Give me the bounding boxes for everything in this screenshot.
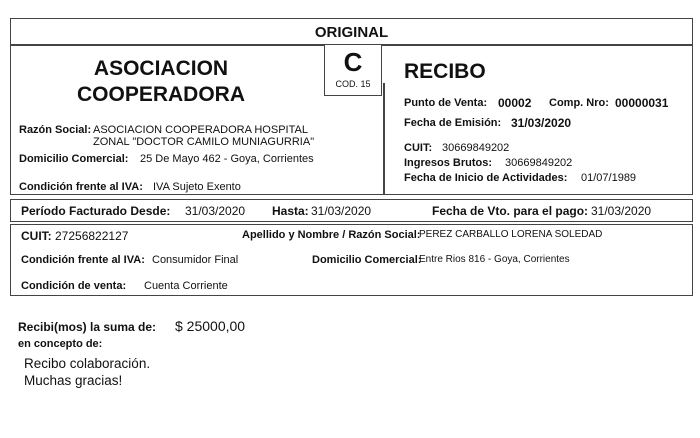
domicilio-value: 25 De Mayo 462 - Goya, Corrientes — [140, 153, 314, 165]
issuer-name-line2: COOPERADORA — [76, 83, 245, 106]
punto-venta-value: 00002 — [498, 96, 532, 110]
ingresos-label: Ingresos Brutos: — [404, 157, 493, 169]
doc-type-box — [324, 44, 382, 96]
client-domicilio-label: Domicilio Comercial: — [312, 254, 422, 266]
doc-type-letter: C — [343, 46, 363, 77]
venta-label: Condición de venta: — [21, 280, 127, 292]
period-section — [10, 199, 693, 222]
concepto-line1: Recibo colaboración. — [24, 356, 151, 371]
fecha-emision-value: 31/03/2020 — [511, 116, 572, 130]
fecha-emision-label: Fecha de Emisión: — [404, 117, 502, 129]
client-iva-value: Consumidor Final — [152, 254, 239, 266]
hasta-label: Hasta: — [272, 204, 309, 218]
domicilio-label: Domicilio Comercial: — [19, 153, 129, 165]
comp-nro-label: Comp. Nro: — [549, 97, 609, 109]
inicio-label: Fecha de Inicio de Actividades: — [404, 172, 568, 184]
issuer-name-line1: ASOCIACION — [93, 57, 229, 80]
receipt-cuit-label: CUIT: — [404, 142, 433, 154]
razon-social-label: Razón Social: — [19, 124, 92, 136]
venta-value: Cuenta Corriente — [144, 280, 228, 292]
vto-value: 31/03/2020 — [591, 204, 652, 218]
periodo-desde-label: Período Facturado Desde: — [21, 204, 171, 218]
suma-label: Recibi(mos) la suma de: — [18, 320, 157, 334]
periodo-desde-value: 31/03/2020 — [185, 204, 246, 218]
original-banner — [10, 18, 693, 46]
suma-value: $ 25000,00 — [175, 318, 246, 334]
client-nombre-label: Apellido y Nombre / Razón Social: — [242, 229, 421, 241]
receipt-title: RECIBO — [404, 60, 486, 83]
client-nombre-value: PEREZ CARBALLO LORENA SOLEDAD — [419, 229, 603, 240]
client-cuit-value: 27256822127 — [55, 229, 129, 243]
razon-social-line1: ASOCIACION COOPERADORA HOSPITAL — [93, 124, 308, 136]
concepto-line2: Muchas gracias! — [24, 373, 123, 388]
client-cuit-label: CUIT: — [21, 229, 52, 243]
concepto-label: en concepto de: — [18, 338, 103, 350]
client-iva-label: Condición frente al IVA: — [21, 254, 145, 266]
vto-label: Fecha de Vto. para el pago: — [432, 204, 589, 218]
inicio-value: 01/07/1989 — [581, 172, 637, 184]
issuer-iva-label: Condición frente al IVA: — [19, 181, 143, 193]
issuer-iva-value: IVA Sujeto Exento — [153, 181, 241, 193]
header-divider — [383, 83, 385, 195]
punto-venta-label: Punto de Venta: — [404, 97, 488, 109]
ingresos-value: 30669849202 — [505, 157, 573, 169]
doc-type-code: COD. 15 — [335, 78, 371, 89]
receipt-cuit-value: 30669849202 — [442, 142, 510, 154]
hasta-value: 31/03/2020 — [311, 204, 372, 218]
header-section — [10, 44, 693, 195]
client-domicilio-value: Entre Rios 816 - Goya, Corrientes — [419, 254, 570, 265]
razon-social-line2: ZONAL "DOCTOR CAMILO MUNIAGURRIA" — [93, 136, 315, 148]
comp-nro-value: 00000031 — [615, 96, 669, 110]
banner-text: ORIGINAL — [314, 24, 389, 41]
client-section — [10, 224, 693, 296]
